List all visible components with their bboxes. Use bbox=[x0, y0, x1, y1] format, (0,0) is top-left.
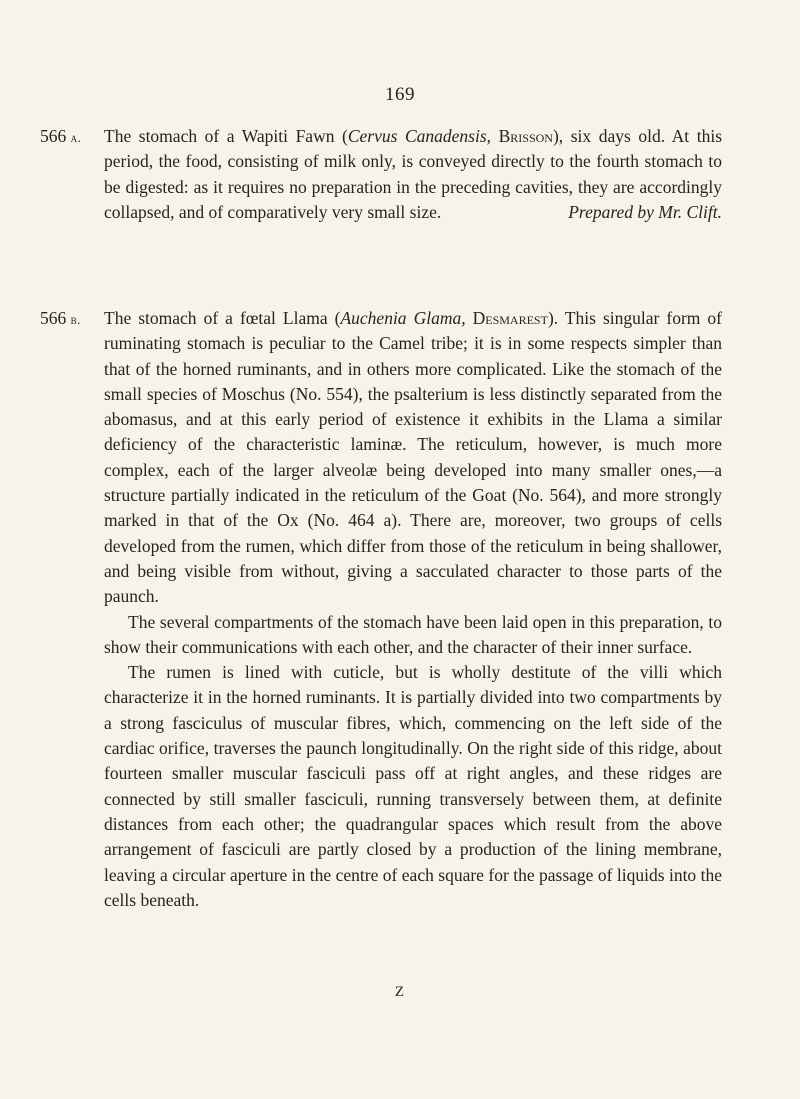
species-authority: Brisson bbox=[498, 126, 553, 146]
species-name: Auchenia Glama, bbox=[340, 308, 466, 328]
entry-paragraph: The rumen is lined with cuticle, but is wholly destitute of the villi which characterize it in the horned ruminants. It is partially divided into two compartments by a strong fasciculus of muscular fibres, which, commencing on the left side of the cardiac orifice, traverses the paunch longitudinally. On the right side of this ridge, about fourteen smaller muscular fasciculi pass off at right angles, and these ridges are connected by still smaller fasciculi, running transversely between them, at definite distances from each other; the quadrangular spaces which result from the above arrangement of fasciculi are partly closed by a production of the lining membrane, leaving a circular aperture in the centre of each square for the passage of liquids into the cells beneath. bbox=[104, 662, 722, 910]
species-authority: Desmarest bbox=[472, 308, 548, 328]
species-name: Cervus Canadensis, bbox=[347, 126, 492, 146]
entry-number-suffix: a. bbox=[70, 130, 82, 145]
entry-description: ), six days old. At this period, the food, consisting of milk only, is conveyed directly to the fourth stomach to be digested: as it requires no preparation in the preceding cavities, they are accordingly collapsed, and of comparatively very small size. bbox=[104, 126, 723, 222]
entry-paragraph: The several compartments of the stomach have been laid open in this preparation, to show their communications with each other, and the character of their inner surface. bbox=[104, 611, 722, 657]
entry-intro: The stomach of a Wapiti Fawn ( bbox=[104, 126, 348, 146]
entry-paragraph bbox=[104, 306, 722, 610]
preparer-credit: Prepared by Mr. Clift. bbox=[568, 201, 722, 222]
entry-number bbox=[40, 124, 100, 150]
entry-number-suffix: b. bbox=[70, 312, 81, 327]
entry-number-value: 566 bbox=[40, 308, 67, 328]
entry-text bbox=[104, 306, 722, 913]
entry-paragraph bbox=[104, 124, 722, 225]
signature-mark: Z bbox=[394, 984, 406, 1000]
entry-text bbox=[104, 124, 722, 225]
entry-number-value: 566 bbox=[40, 126, 67, 146]
entry-intro: The stomach of a fœtal Llama ( bbox=[104, 308, 341, 328]
page-number: 169 bbox=[385, 84, 415, 105]
entry-description: ). This singular form of ruminating stomach is peculiar to the Camel tribe; it is in some respects simpler than that of the horned ruminants, and in others more complicated. Like the stomach of the small species of Moschus (No. 554), the psalterium is less distinctly separated from the abomasus, and at this early period of existence it exhibits in the Llama a similar deficiency of the characteristic laminæ. The reticulum, however, is much more complex, each of the larger alveolæ being developed into many smaller ones,—a structure partially indicated in the reticulum of the Goat (No. 564), and more strongly marked in that of the Ox (No. 464 a). There are, moreover, two groups of cells developed from the rumen, which differ from those of the reticulum in being shallower, and being visible from without, giving a sacculated character to those parts of the paunch. bbox=[104, 308, 722, 607]
entry-number bbox=[40, 306, 100, 332]
